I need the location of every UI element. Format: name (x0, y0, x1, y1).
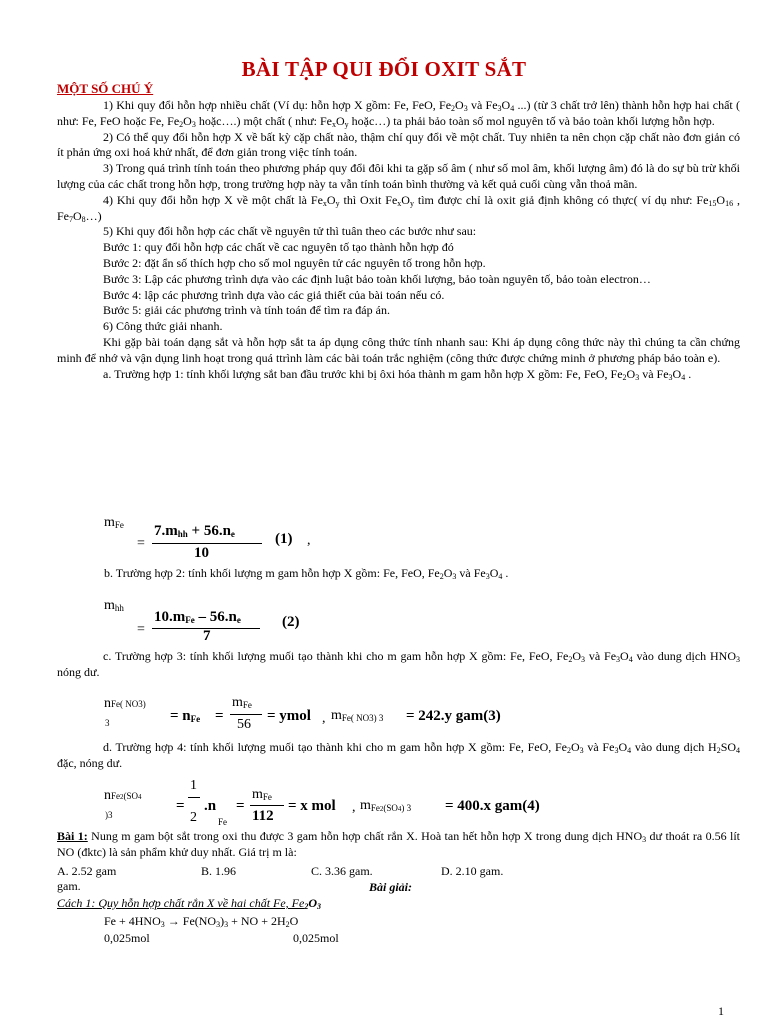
fraction-bar (230, 714, 262, 715)
case-c: c. Trường hợp 3: tính khối lượng muối tạo thành khi cho m gam hỗn hợp X gồm: Fe, FeO, $Fe_2O_3$ và $Fe_3O_4$ vào dung dịch $HNO_3$ nóng dư. (57, 649, 741, 679)
step-2: Bước 2: đặt ẩn số thích hợp cho số mol nguyên tử các nguyên tố trong hỗn hợp. (103, 255, 486, 270)
page-number: 1 (718, 1004, 724, 1018)
option-a[interactable]: A. 2.52 gam (57, 864, 117, 878)
note-1: 1) Khi quy đổi hỗn hợp nhiều chất (Ví dụ: hỗn hợp X gồm: Fe, FeO, $Fe_2O_3$ và $Fe_3O_4$ ...) (từ 3 chất trở lên) thành hỗn hợp hai chất ( như: Fe, FeO hoặc Fe, $Fe_2O_3$ hoặc….) một chất ( như: $Fe_xO_y$ hoặc…) ta phải bảo toàn số mol nguyên tố và bảo toàn khối lượng hỗn hợp. (57, 98, 741, 129)
method-1-heading: Cách 1: Quy hỗn hợp chất rắn X về hai chất Fe, $Fe_2O_3$ (57, 896, 322, 911)
step-3: Bước 3: Lập các phương trình dựa vào các định luật bảo toàn khối lượng, bảo toàn nguyên tố, bảo toàn electron… (103, 271, 651, 286)
problem-label: Bài 1: (57, 829, 88, 843)
note-5: 5) Khi quy đổi hỗn hợp các chất về nguyên tử thì tuân theo các bước như sau: (103, 224, 477, 239)
fraction-bar (250, 805, 284, 806)
section-heading: MỘT SỐ CHÚ Ý (57, 81, 154, 96)
option-b[interactable]: B. 1.96 (201, 864, 237, 878)
note-6-text: Khi gặp bài toán dạng sắt và hỗn hợp sắt ta áp dụng công thức tính nhanh sau: Khi áp dụng công thức này thì chúng ta cần chứng minh để nhớ và vận dụng linh hoạt trong quá ttrình làm các bài toán trắc nghiệm (công thức được chứng minh ở phương pháp bảo toàn e). (57, 334, 740, 365)
step-5: Bước 5: giải các phương trình và tính toán để tìm ra đáp án. (103, 303, 390, 318)
fraction-bar (152, 543, 262, 544)
fraction-bar (188, 797, 200, 798)
note-2: 2) Có thể quy đổi hỗn hợp X về bất kỳ cặp chất nào, thậm chí quy đổi về một chất. Tuy nhiên ta nên chọn cặp chất nào đơn giản có ít phản ứng oxi hoá khử nhất, để đơn giản trong việc tính toán. (57, 129, 740, 160)
case-d: d. Trường hợp 4: tính khối lượng muối tạo thành khi cho m gam hỗn hợp X gồm: Fe, FeO, $Fe_2O_3$ và $Fe_3O_4$ vào dung dịch $H_2SO_4$ đặc, nóng dư. (57, 740, 741, 770)
note-4: 4) Khi quy đổi hỗn hợp X về một chất là $Fe_xO_y$ thì Oxit $Fe_xO_y$ tìm được chỉ là oxit giả định không có thực( ví dụ như: $Fe_{15}O_{16}$ , $Fe_7O_8\dots$) (57, 192, 740, 224)
mol-fe: 0,025mol (104, 931, 150, 945)
problem-1: Bài 1: Nung m gam bột sắt trong oxi thu được 3 gam hỗn hợp chất rắn X. Hoà tan hết hỗn hợp X trong dung dịch $HNO_3$ dư thoát ra 0.56 lít NO (đktc) là sản phẩm khử duy nhất. Giá trị m là: (57, 829, 740, 859)
option-b-unit: gam. (57, 879, 81, 893)
case-a: a. Trường hợp 1: tính khối lượng sắt ban đầu trước khi bị ôxi hóa thành m gam hỗn hợp X gồm: Fe, FeO, $Fe_2O_3$ và $Fe_3O_4$ . (103, 366, 692, 382)
document-page: BÀI TẬP QUI ĐỔI OXIT SẮT MỘT SỐ CHÚ Ý 1) Khi quy đổi hỗn hợp nhiều chất (Ví dụ: hỗn hợp X gồm: Fe, FeO, $Fe_2O_3$ và $Fe_3O_4$ ...) (từ 3 chất trở lên) thành hỗn hợp hai chất ( như: Fe, FeO hoặc Fe, $Fe_2O_3$ hoặc….) một chất ( như: $Fe_xO_y$ hoặc…) ta phải bảo toàn số mol nguyên tố và bảo toàn khối lượng hỗn hợp. 2) Có thể quy đổi hỗn hợp X về bất kỳ cặp chất nào, thậm chí quy đổi về một chất. Tuy nhiên ta nên chọn cặp chất nào đơn giản có ít phản ứng oxi hoá khử nhất, để đơn giản trong việc tính toán. 3) Trong quá trình tính toán theo phương pháp quy đổi đôi khi ta gặp số âm ( như số mol âm, khối lượng âm) đó là do sự bù trừ khối lượng của các chất trong hỗn hợp, trong trường hợp này ta vẫn tính toán bình thường và kết quả cuối cùng vẫn thoả mãn. 4) Khi quy đổi hỗn hợp X về một chất là $Fe_xO_y$ thì Oxit $Fe_xO_y$ tìm được chỉ là oxit giả định không có thực( ví dụ như: $Fe_{15}O_{16}$ , $Fe_7O_8\dots$) 5) Khi quy đổi hỗn hợp các chất về nguyên tử thì tuân theo các bước như sau: Bước 1: quy đổi hỗn hợp các chất về cac nguyên tố tạo thành hỗn hợp đó Bước 2: đặt ẩn số thích hợp cho số mol nguyên tử các nguyên tố trong hỗn hợp. Bước 3: Lập các phương trình dựa vào các định luật bảo toàn khối lượng, bảo toàn nguyên tố, bảo toàn electron… Bước 4: lập các phương trình dựa vào các giả thiết của bài toán nếu có. Bước 5: giải các phương trình và tính toán để tìm ra đáp án. 6) Công thức giải nhanh. Khi gặp bài toán dạng sắt và hỗn hợp sắt ta áp dụng công thức tính nhanh sau: Khi áp dụng công thức này thì chúng ta cần chứng minh để nhớ và vận dụng linh hoạt trong quá ttrình làm các bài toán trắc nghiệm (công thức được chứng minh ở phương pháp bảo toàn e). a. Trường hợp 1: tính khối lượng sắt ban đầu trước khi bị ôxi hóa thành m gam hỗn hợp X gồm: Fe, FeO, $Fe_2O_3$ và $Fe_3O_4$ . $m_{Fe}$ = $7.m_{hh} + 56.n_e$ 10 (1) , b. Trường hợp 2: tính khối lượng m gam hỗn hợp X gồm: Fe, FeO, $Fe_2O_3$ và $Fe_3O_4$ . $m_{hh}$ = $10.m_{Fe} - 56.n_e$ 7 (2) c. Trường hợp 3: tính khối lượng muối tạo thành khi cho m gam hỗn hợp X gồm: Fe, FeO, $Fe_2O_3$ và $Fe_3O_4$ vào dung dịch $HNO_3$ nóng dư. nFe( NO3) 3 = $n_{Fe}$ = $m_{Fe}$ 56 = ymol , $m_{Fe( NO3) 3}$ = 242.y gam(3) d. Trường hợp 4: tính khối lượng muối tạo thành khi cho m gam hỗn hợp X gồm: Fe, FeO, $Fe_2O_3$ và $Fe_3O_4$ vào dung dịch $H_2SO_4$ đặc, nóng dư. nFe2(SO4 )3 = 1 2 .n Fe = $m_{Fe}$ 112 = x mol , $m_{Fe2(SO4) 3}$ = 400.x gam(4) Bài 1: Nung m gam bột sắt trong oxi thu được 3 gam hỗn hợp chất rắn X. Hoà tan hết hỗn hợp X trong dung dịch $HNO_3$ dư thoát ra 0.56 lít NO (đktc) là sản phẩm khử duy nhất. Giá trị m là: A. 2.52 gam B. 1.96 C. 3.36 gam. D. 2.10 gam. gam. Bài giải: Cách 1: Quy hỗn hợp chất rắn X về hai chất Fe, $Fe_2O_3$ $Fe + 4HNO_3 \to Fe(NO_3)_3$ + NO + $2H_2O$ 0,025mol 0,025mol 1 (0, 0, 768, 1024)
note-3: 3) Trong quá trình tính toán theo phương pháp quy đổi đôi khi ta gặp số âm ( như số mol âm, khối lượng âm) đó là do sự bù trừ khối lượng của các chất trong hỗn hợp, trong trường hợp này ta vẫn tính toán bình thường và kết quả cuối cùng vẫn thoả mãn. (57, 161, 740, 191)
solution-heading: Bài giải: (369, 880, 413, 894)
notes-body (57, 98, 740, 382)
case-b: b. Trường hợp 2: tính khối lượng m gam hỗn hợp X gồm: Fe, FeO, $Fe_2O_3$ và $Fe_3O_4$ . (104, 566, 509, 581)
note-6: 6) Công thức giải nhanh. (103, 319, 223, 334)
step-1: Bước 1: quy đổi hỗn hợp các chất về cac nguyên tố tạo thành hỗn hợp đó (103, 240, 454, 255)
step-4: Bước 4: lập các phương trình dựa vào các giả thiết của bài toán nếu có. (103, 287, 445, 302)
option-c[interactable]: C. 3.36 gam. (311, 864, 373, 878)
page-title: BÀI TẬP QUI ĐỔI OXIT SẮT (241, 57, 527, 81)
option-d[interactable]: D. 2.10 gam. (441, 864, 504, 878)
reaction-equation: $Fe + 4HNO_3 \to Fe(NO_3)_3$ + NO + $2H_2O$ (104, 914, 299, 929)
mol-no: 0,025mol (293, 931, 339, 945)
